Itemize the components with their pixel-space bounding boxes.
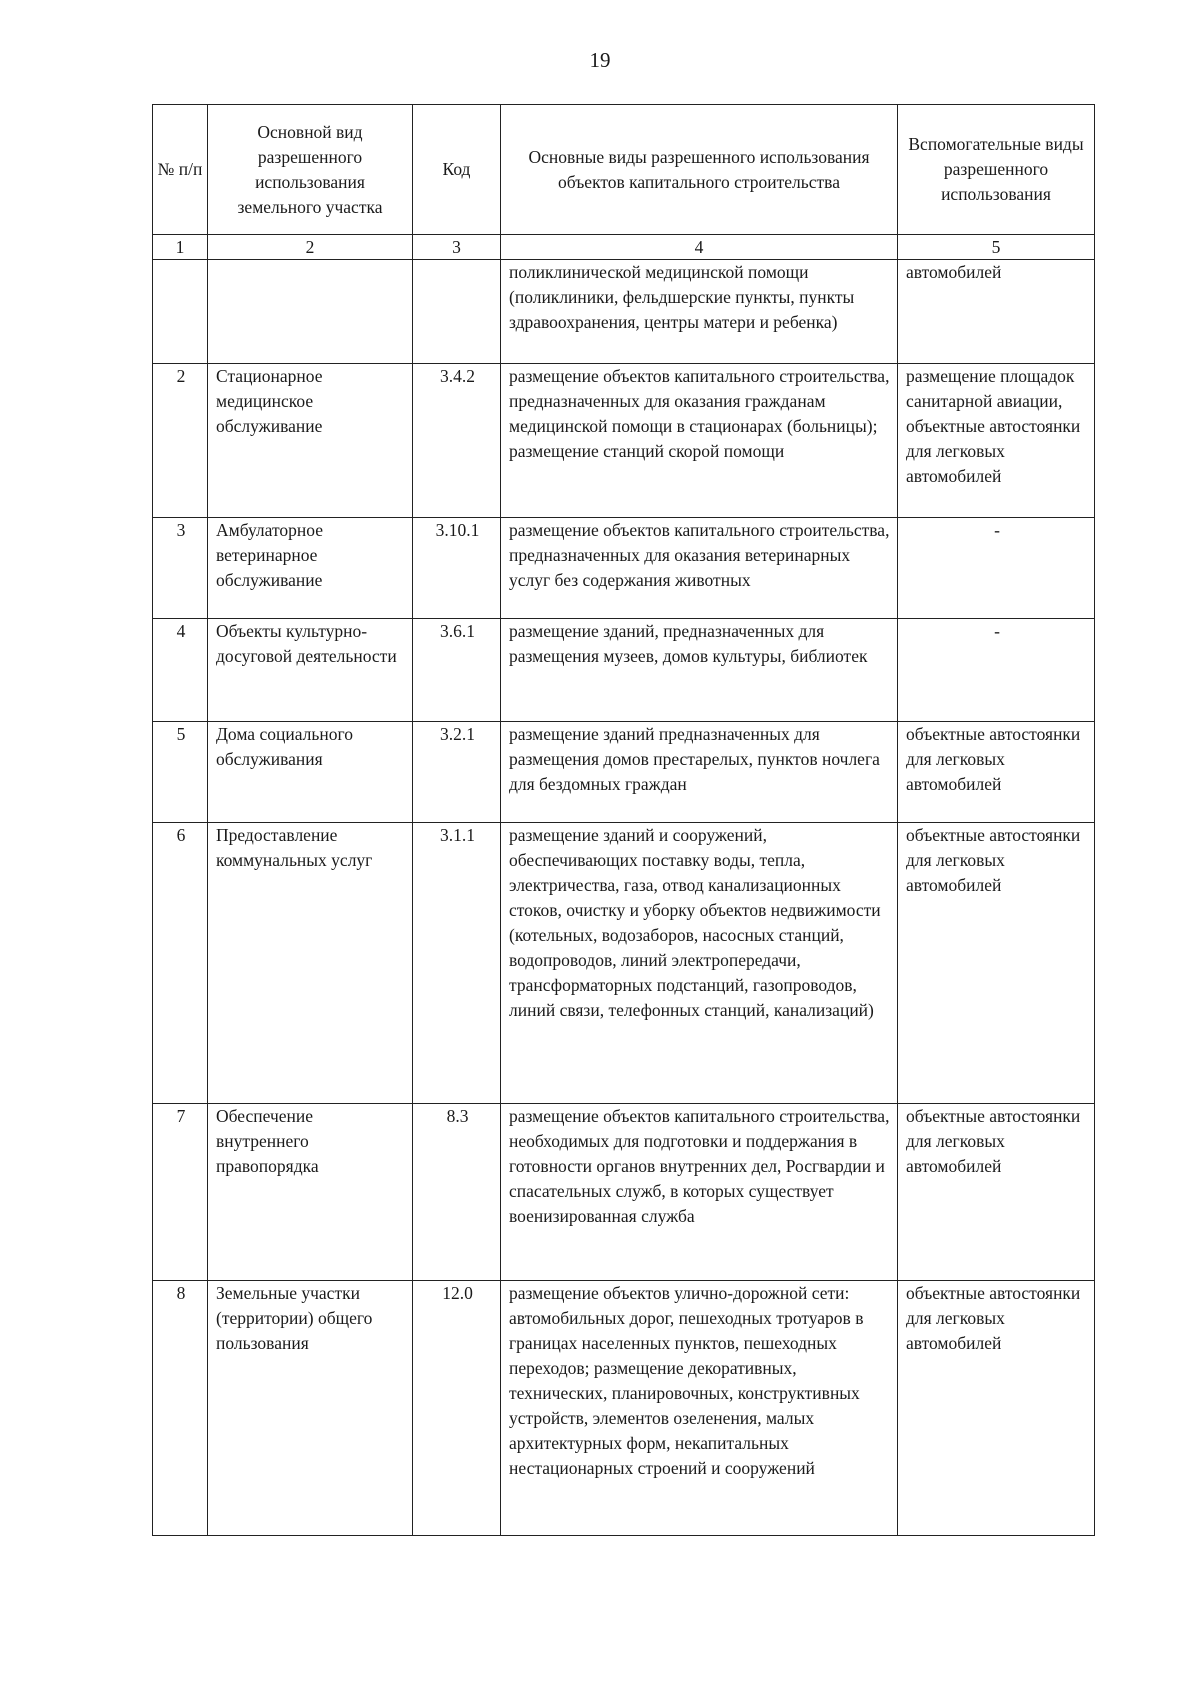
page-number: 19 bbox=[589, 48, 611, 72]
row-number: 7 bbox=[153, 1104, 208, 1281]
table-row bbox=[153, 518, 1095, 619]
row-number: 2 bbox=[153, 364, 208, 518]
land-use-name: Земельные участки (территории) общего пользования bbox=[208, 1281, 413, 1536]
row-number: 3 bbox=[153, 518, 208, 619]
land-use-code: 3.10.1 bbox=[413, 518, 501, 619]
table-row bbox=[153, 1281, 1095, 1536]
column-number: 1 bbox=[153, 235, 208, 260]
auxiliary-use-description: - bbox=[898, 619, 1095, 722]
land-use-code: 3.2.1 bbox=[413, 722, 501, 823]
table-row bbox=[153, 260, 1095, 364]
table-row bbox=[153, 619, 1095, 722]
land-use-code: 3.1.1 bbox=[413, 823, 501, 1104]
main-use-description: размещение зданий предназначенных для размещения домов престарелых, пунктов ночлега для бездомных граждан bbox=[501, 722, 898, 823]
auxiliary-use-description: - bbox=[898, 518, 1095, 619]
land-use-code bbox=[413, 260, 501, 364]
land-use-table bbox=[152, 104, 1095, 1536]
table-header-row bbox=[153, 105, 1095, 235]
row-number: 8 bbox=[153, 1281, 208, 1536]
auxiliary-use-description: объектные автостоянки для легковых автомобилей bbox=[898, 823, 1095, 1104]
column-number-row bbox=[153, 235, 1095, 260]
header-number: № п/п bbox=[153, 105, 208, 235]
main-use-description: размещение зданий, предназначенных для размещения музеев, домов культуры, библиотек bbox=[501, 619, 898, 722]
land-use-name: Стационарное медицинское обслуживание bbox=[208, 364, 413, 518]
main-use-description: размещение объектов капитального строительства, необходимых для подготовки и поддержания в готовности органов внутренних дел, Росгвардии и спасательных служб, в которых существует военизированная служба bbox=[501, 1104, 898, 1281]
auxiliary-use-description: объектные автостоянки для легковых автомобилей bbox=[898, 1281, 1095, 1536]
land-use-code: 3.4.2 bbox=[413, 364, 501, 518]
main-use-description: размещение объектов капитального строительства, предназначенных для оказания ветеринарных услуг без содержания животных bbox=[501, 518, 898, 619]
main-use-description: размещение объектов капитального строительства, предназначенных для оказания гражданам медицинской помощи в стационарах (больницы); размещение станций скорой помощи bbox=[501, 364, 898, 518]
header-code: Код bbox=[413, 105, 501, 235]
row-number bbox=[153, 260, 208, 364]
land-use-name: Объекты культурно-досуговой деятельности bbox=[208, 619, 413, 722]
land-use-code: 3.6.1 bbox=[413, 619, 501, 722]
header-main-construction-use: Основные виды разрешенного использования объектов капитального строительства bbox=[501, 105, 898, 235]
row-number: 4 bbox=[153, 619, 208, 722]
land-use-code: 8.3 bbox=[413, 1104, 501, 1281]
auxiliary-use-description: размещение площадок санитарной авиации, объектные автостоянки для легковых автомобилей bbox=[898, 364, 1095, 518]
header-main-land-use: Основной вид разрешенного использования земельного участка bbox=[208, 105, 413, 235]
table-row bbox=[153, 823, 1095, 1104]
table-row bbox=[153, 364, 1095, 518]
header-auxiliary-use: Вспомогательные виды разрешенного использования bbox=[898, 105, 1095, 235]
land-use-code: 12.0 bbox=[413, 1281, 501, 1536]
land-use-name: Предоставление коммунальных услуг bbox=[208, 823, 413, 1104]
table-row bbox=[153, 1104, 1095, 1281]
land-use-name: Амбулаторное ветеринарное обслуживание bbox=[208, 518, 413, 619]
main-use-description: размещение объектов улично-дорожной сети: автомобильных дорог, пешеходных тротуаров в границах населенных пунктов, пешеходных переходов; размещение декоративных, технических, планировочных, конструктивных устройств, элементов озеленения, малых архитектурных форм, некапитальных нестационарных строений и сооружений bbox=[501, 1281, 898, 1536]
land-use-name: Дома социального обслуживания bbox=[208, 722, 413, 823]
land-use-name bbox=[208, 260, 413, 364]
auxiliary-use-description: объектные автостоянки для легковых автомобилей bbox=[898, 1104, 1095, 1281]
column-number: 2 bbox=[208, 235, 413, 260]
column-number: 5 bbox=[898, 235, 1095, 260]
row-number: 5 bbox=[153, 722, 208, 823]
column-number: 4 bbox=[501, 235, 898, 260]
auxiliary-use-description: автомобилей bbox=[898, 260, 1095, 364]
land-use-name: Обеспечение внутреннего правопорядка bbox=[208, 1104, 413, 1281]
auxiliary-use-description: объектные автостоянки для легковых автомобилей bbox=[898, 722, 1095, 823]
main-use-description: поликлинической медицинской помощи (поликлиники, фельдшерские пункты, пункты здравоохранения, центры матери и ребенка) bbox=[501, 260, 898, 364]
column-number: 3 bbox=[413, 235, 501, 260]
row-number: 6 bbox=[153, 823, 208, 1104]
table-row bbox=[153, 722, 1095, 823]
main-use-description: размещение зданий и сооружений, обеспечивающих поставку воды, тепла, электричества, газа, отвод канализационных стоков, очистку и уборку объектов недвижимости (котельных, водозаборов, насосных станций, водопроводов, линий электропередачи, трансформаторных подстанций, газопроводов, линий связи, телефонных станций, канализаций) bbox=[501, 823, 898, 1104]
